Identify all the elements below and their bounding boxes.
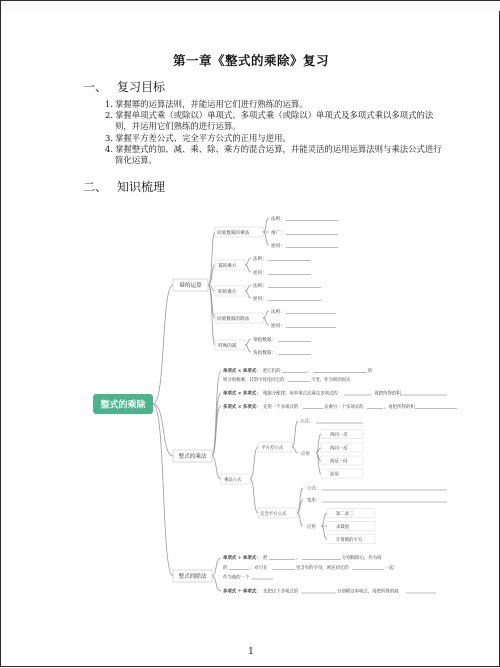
connector	[245, 265, 251, 272]
connector	[212, 456, 221, 479]
mono-mono-text: 的	[368, 369, 373, 374]
mono-poly-label: 单项式 × 多项式：	[223, 391, 261, 397]
leaf-use: 逆用：	[271, 244, 285, 249]
mono-mono-text: 、	[307, 369, 312, 374]
cheng-branch	[221, 367, 457, 544]
connector	[297, 513, 303, 526]
leaf-formula: 公式：	[307, 486, 321, 492]
item-text: 掌握幂的运算法则，并能运用它们进行熟练的运算。	[115, 99, 308, 109]
connector	[245, 345, 251, 352]
connector	[245, 339, 251, 345]
connector	[245, 285, 251, 291]
connector	[208, 285, 215, 345]
leaf-item: 计算数的平方	[336, 538, 363, 543]
connector	[263, 318, 269, 325]
node-box	[327, 522, 375, 531]
item-number: 2.	[105, 110, 113, 121]
connector	[245, 291, 251, 298]
connector	[212, 558, 221, 576]
mono-mono-text: 不变，作为积的因式	[311, 378, 351, 383]
mi-branch	[215, 215, 338, 356]
node-formula: 乘法公式	[224, 477, 242, 483]
page-title: 第一章《整式的乘除》复习	[172, 53, 329, 68]
connector	[321, 526, 327, 539]
leaf-law: 法则：	[253, 284, 267, 289]
page-number: 1	[248, 647, 254, 657]
connector	[292, 447, 298, 453]
leaf-apply: 应用	[301, 452, 310, 457]
leaf-item: 求最值	[336, 525, 350, 530]
mind-map	[1, 1, 500, 668]
leaf-zero: 零指数幂：	[253, 338, 276, 343]
section-label: 复习目标	[117, 80, 166, 94]
connector	[245, 258, 251, 265]
node-square: 完全平方公式	[260, 511, 287, 517]
connector	[153, 285, 173, 404]
mono-mono-text: 积分别相乘，其余字母连同它的	[223, 378, 285, 383]
poly-poly-text: 去乘另一个多项式的	[324, 405, 364, 410]
node-sqdiff: 平方差公式	[261, 445, 283, 451]
connector	[153, 404, 173, 456]
leaf-law: 法则：	[253, 257, 267, 262]
leaf-formula: 公式：	[300, 419, 314, 425]
chu-poly-label: 多项式 ÷ 单项式：	[223, 589, 261, 595]
chu-mono-text: 一起	[385, 566, 394, 571]
connector	[263, 311, 269, 318]
node-mi: 幂的运算	[179, 283, 202, 290]
item-number: 3.	[105, 132, 113, 143]
connector	[250, 447, 258, 479]
poly-poly-text: 先用一个多项式的	[263, 405, 299, 410]
item-text: 掌握平方差公式、完全平方公式的正用与逆用。	[115, 132, 291, 143]
chu-mono-text: 把	[263, 556, 268, 561]
item-text: 掌握整式的加、减、乘、除、乘方的混合运算，并能灵活的运用运算法则与乘法公式进行简化运算。	[115, 143, 442, 166]
leaf-item: 两同一反	[330, 446, 348, 452]
chu-mono-text: 、	[296, 556, 301, 561]
connector	[212, 576, 221, 591]
leaf-use: 逆用：	[253, 297, 267, 302]
section-number: 二、	[83, 180, 108, 194]
node-cheng: 整式的乘法	[178, 454, 207, 461]
mono-mono-text: 把它们的	[263, 369, 281, 374]
leaf-apply: 应用	[307, 525, 316, 530]
node-mi-chengfang: 幂的乘方	[218, 263, 237, 269]
leaf-law: 法则：	[271, 310, 285, 315]
chu-mono-text: 里含有的字母，则连同它的	[296, 566, 349, 571]
leaf-item: 两反一同	[330, 459, 348, 465]
leaf-use: 逆用：	[253, 271, 267, 276]
item-text: 掌握单项式乘（或除以）单项式、多项式乘（或除以）单项式及多项式乘以多项式的法则，并运用它们熟练的进行运算。	[115, 110, 434, 132]
chu-mono-text: 的	[223, 566, 228, 571]
connector	[292, 421, 298, 447]
leaf-use: 逆用：	[271, 324, 285, 329]
leaf-item: 两同一反	[330, 433, 348, 438]
leaf-deform: 变形：	[307, 498, 321, 504]
chu-mono-text: 作为商的一个	[223, 575, 250, 581]
chu-mono-text: ；对只在	[250, 566, 268, 571]
leaf-law: 法则：	[271, 217, 285, 222]
leaf-item: 知二求三	[336, 512, 354, 517]
node-chu: 整式的除法	[178, 574, 207, 581]
node-box	[321, 469, 363, 478]
node-tongdi-cheng: 同底数幂的乘法	[217, 230, 250, 236]
connector	[263, 218, 269, 232]
node-ji-chengfang: 积的乘方	[218, 289, 237, 295]
root-label: 整式的乘除	[100, 400, 146, 411]
chu-branch	[223, 554, 436, 595]
connector	[250, 479, 258, 513]
connector	[321, 513, 327, 526]
connector	[263, 232, 269, 245]
mono-poly-text: 根据分配律，用单项式去乘以多项式的	[263, 391, 338, 397]
poly-poly-text: ，再把所得的积	[384, 405, 415, 410]
poly-poly-label: 多项式 × 多项式：	[223, 405, 261, 410]
leaf-item: 逆用	[330, 472, 339, 478]
leaf-ext: 推广：	[271, 231, 285, 236]
chu-poly-text: 分别除以单项式，再把所得的商	[337, 589, 399, 595]
item-number: 4.	[105, 143, 113, 154]
chu-mono-label: 单项式 ÷ 单项式：	[223, 556, 261, 561]
chu-mono-text: 分别相除后，作为商	[342, 556, 382, 561]
mono-poly-text: ，再把所得的积	[370, 391, 401, 397]
node-special: 特殊的幂	[218, 343, 237, 349]
level1-labels	[173, 279, 212, 582]
node-tongdi-chu: 同底数幂的除法	[217, 316, 250, 322]
section-number: 一、	[83, 80, 108, 94]
section-label: 知识梳理	[117, 180, 166, 194]
leaf-neg: 负指数幂：	[253, 351, 276, 356]
chu-poly-text: 先把这个多项式的	[263, 589, 299, 595]
mono-mono-label: 单项式 × 单项式：	[223, 369, 261, 374]
item-number: 1.	[105, 99, 113, 109]
